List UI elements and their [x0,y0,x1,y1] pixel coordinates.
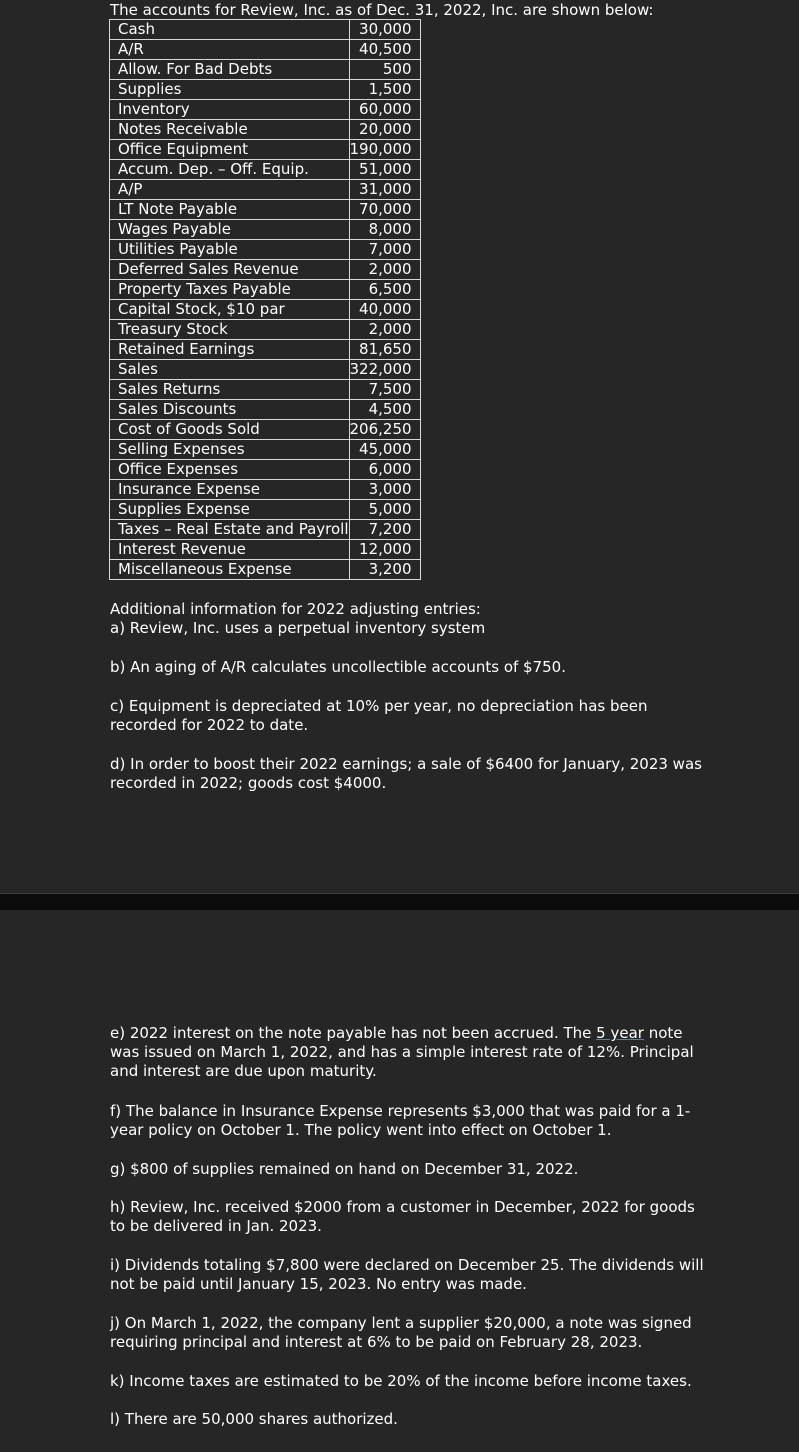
item-g-block [110,1160,710,1179]
account-name: Office Equipment [110,140,350,160]
account-row [110,240,421,260]
account-row [110,340,421,360]
item-k: k) Income taxes are estimated to be 20% of the income before income taxes. [110,1372,692,1390]
account-name: Property Taxes Payable [110,280,350,300]
account-amount: 7,500 [349,380,420,400]
account-row [110,420,421,440]
account-row [110,520,421,540]
account-amount: 322,000 [349,360,420,380]
account-amount: 7,000 [349,240,420,260]
account-name: Allow. For Bad Debts [110,60,350,80]
item-e [110,1024,710,1081]
account-amount: 6,000 [349,460,420,480]
account-name: A/R [110,40,350,60]
account-row [110,160,421,180]
account-amount: 40,500 [349,40,420,60]
account-row [110,20,421,40]
account-name: Wages Payable [110,220,350,240]
account-amount: 5,000 [349,500,420,520]
account-row [110,260,421,280]
account-row [110,500,421,520]
account-row [110,560,421,580]
account-amount: 190,000 [349,140,420,160]
account-row [110,480,421,500]
account-amount: 2,000 [349,260,420,280]
account-name: Miscellaneous Expense [110,560,350,580]
account-name: Notes Receivable [110,120,350,140]
account-row [110,100,421,120]
account-row [110,540,421,560]
account-row [110,220,421,240]
account-row [110,440,421,460]
account-amount: 30,000 [349,20,420,40]
page-divider [0,893,799,910]
account-row [110,140,421,160]
account-amount: 2,000 [349,320,420,340]
account-row [110,60,421,80]
account-name: Deferred Sales Revenue [110,260,350,280]
item-e-underlined: 5 year [596,1024,644,1042]
account-amount: 81,650 [349,340,420,360]
account-row [110,200,421,220]
account-amount: 6,500 [349,280,420,300]
item-k-block [110,1372,710,1391]
item-i-block [110,1256,710,1294]
account-amount: 7,200 [349,520,420,540]
account-name: Supplies [110,80,350,100]
account-name: Taxes – Real Estate and Payroll [110,520,350,540]
account-name: Retained Earnings [110,340,350,360]
account-name: Cash [110,20,350,40]
account-name: Sales Returns [110,380,350,400]
account-name: Inventory [110,100,350,120]
account-amount: 4,500 [349,400,420,420]
item-a: a) Review, Inc. uses a perpetual inventory system [110,619,486,637]
account-amount: 1,500 [349,80,420,100]
account-name: Capital Stock, $10 par [110,300,350,320]
account-amount: 500 [349,60,420,80]
account-row [110,400,421,420]
account-row [110,120,421,140]
page-title: The accounts for Review, Inc. as of Dec. 31, 2022, Inc. are shown below: [110,1,654,19]
accounts-table [109,19,421,580]
item-j-block [110,1314,710,1352]
account-name: Supplies Expense [110,500,350,520]
account-row [110,280,421,300]
item-b: b) An aging of A/R calculates uncollectible accounts of $750. [110,658,566,676]
account-name: Accum. Dep. – Off. Equip. [110,160,350,180]
item-g: g) $800 of supplies remained on hand on December 31, 2022. [110,1160,579,1178]
info-heading-block [110,600,710,638]
account-amount: 60,000 [349,100,420,120]
account-name: Interest Revenue [110,540,350,560]
account-amount: 3,200 [349,560,420,580]
item-h-block [110,1198,710,1236]
account-amount: 3,000 [349,480,420,500]
bottom-panel [0,910,799,1452]
account-row [110,80,421,100]
account-name: Insurance Expense [110,480,350,500]
account-row [110,300,421,320]
item-h: h) Review, Inc. received $2000 from a customer in December, 2022 for goods to be delivered in Jan. 2023. [110,1198,695,1235]
account-amount: 45,000 [349,440,420,460]
item-d-block [110,755,710,793]
account-row [110,380,421,400]
item-f: f) The balance in Insurance Expense represents $3,000 that was paid for a 1-year policy on October 1. The policy went into effect on October 1. [110,1102,691,1139]
account-amount: 206,250 [349,420,420,440]
account-name: Treasury Stock [110,320,350,340]
account-row [110,40,421,60]
account-row [110,460,421,480]
item-b-block [110,658,710,677]
account-amount: 40,000 [349,300,420,320]
account-amount: 31,000 [349,180,420,200]
account-row [110,180,421,200]
account-row [110,320,421,340]
account-amount: 8,000 [349,220,420,240]
item-e-text-1: e) 2022 interest on the note payable has not been accrued. The [110,1024,597,1042]
account-amount: 51,000 [349,160,420,180]
account-row [110,360,421,380]
account-amount: 70,000 [349,200,420,220]
account-name: Cost of Goods Sold [110,420,350,440]
item-d: d) In order to boost their 2022 earnings; a sale of $6400 for January, 2023 was recorded in 2022; goods cost $4000. [110,755,702,792]
item-f-block [110,1102,710,1140]
item-l-block [110,1410,710,1429]
item-e-block [110,1024,710,1081]
item-c-block [110,697,710,735]
item-l: l) There are 50,000 shares authorized. [110,1410,398,1428]
account-name: Sales [110,360,350,380]
account-name: Utilities Payable [110,240,350,260]
info-heading: Additional information for 2022 adjusting entries: [110,600,481,618]
item-i: i) Dividends totaling $7,800 were declared on December 25. The dividends will not be paid until January 15, 2023. No entry was made. [110,1256,704,1293]
item-c: c) Equipment is depreciated at 10% per year, no depreciation has been recorded for 2022 to date. [110,697,648,734]
account-name: Office Expenses [110,460,350,480]
account-name: Selling Expenses [110,440,350,460]
account-name: A/P [110,180,350,200]
account-name: LT Note Payable [110,200,350,220]
account-amount: 20,000 [349,120,420,140]
account-amount: 12,000 [349,540,420,560]
account-name: Sales Discounts [110,400,350,420]
item-j: j) On March 1, 2022, the company lent a supplier $20,000, a note was signed requiring principal and interest at 6% to be paid on February 28, 2023. [110,1314,692,1351]
item-e-text-2: note was issued on March 1, 2022, and has a simple interest rate of 12%. Principal and interest are due upon maturity. [110,1024,694,1080]
